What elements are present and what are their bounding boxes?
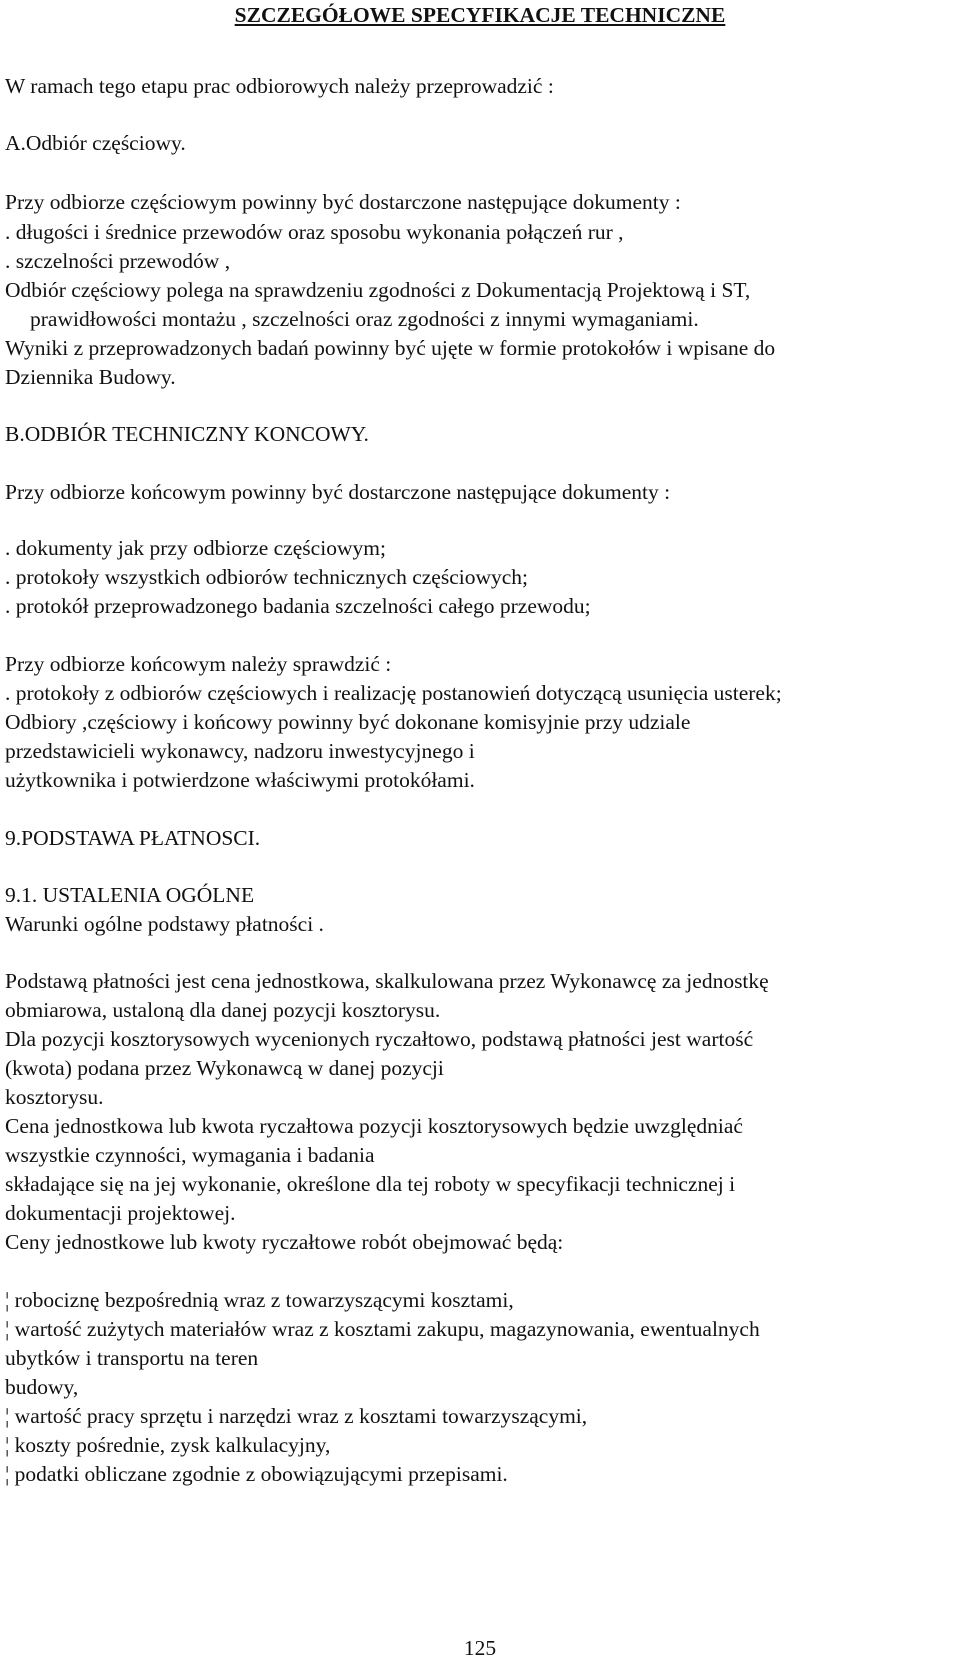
text-line: Odbiór częściowy polega na sprawdzeniu zgodności z Dokumentacją Projektową i ST, [5,278,751,302]
list-item: . długości i średnice przewodów oraz sposobu wykonania połączeń rur , [5,220,624,244]
text-line: Cena jednostkowa lub kwota ryczałtowa pozycji kosztorysowych będzie uwzględniać [5,1114,743,1138]
text-line: budowy, [5,1375,79,1399]
text-line: Podstawą płatności jest cena jednostkowa, skalkulowana przez Wykonawcę za jednostkę [5,969,769,993]
text-line: Dziennika Budowy. [5,365,176,389]
text-line: Przy odbiorze końcowym powinny być dostarczone następujące dokumenty : [5,480,671,504]
text-line: składające się na jej wykonanie, określone dla tej roboty w specyfikacji technicznej i [5,1172,736,1196]
text-line: Wyniki z przeprowadzonych badań powinny być ujęte w formie protokołów i wpisane do [5,336,776,360]
bullet-item: ¦ koszty pośrednie, zysk kalkulacyjny, [5,1433,331,1457]
section-heading: A.Odbiór częściowy. [5,131,186,155]
text-line: prawidłowości montażu , szczelności oraz zgodności z innymi wymaganiami. [30,307,699,331]
text-line: Przy odbiorze końcowym należy sprawdzić : [5,652,392,676]
list-item: . dokumenty jak przy odbiorze częściowym; [5,536,386,560]
page-number: 125 [463,1636,497,1660]
text-line: Ceny jednostkowe lub kwoty ryczałtowe robót obejmować będą: [5,1230,564,1254]
bullet-item: ¦ wartość pracy sprzętu i narzędzi wraz z kosztami towarzyszącymi, [5,1404,588,1428]
text-line: Odbiory ,częściowy i końcowy powinny być dokonane komisyjnie przy udziale [5,710,691,734]
list-item: . protokoły wszystkich odbiorów technicznych częściowych; [5,565,529,589]
section-heading: B.ODBIÓR TECHNICZNY KONCOWY. [5,422,369,446]
bullet-item: ¦ robociznę bezpośrednią wraz z towarzyszącymi kosztami, [5,1288,514,1312]
list-item: . protokół przeprowadzonego badania szczelności całego przewodu; [5,594,591,618]
text-line: Warunki ogólne podstawy płatności . [5,912,324,936]
text-line: użytkownika i potwierdzone właściwymi protokółami. [5,768,475,792]
list-item: . szczelności przewodów , [5,249,231,273]
text-line: W ramach tego etapu prac odbiorowych należy przeprowadzić : [5,74,554,98]
text-line: wszystkie czynności, wymagania i badania [5,1143,375,1167]
document-title: SZCZEGÓŁOWE SPECYFIKACJE TECHNICZNE [234,3,726,27]
section-heading: 9.PODSTAWA PŁATNOSCI. [5,826,261,850]
text-line: Dla pozycji kosztorysowych wycenionych ryczałtowo, podstawą płatności jest wartość [5,1027,754,1051]
text-line: obmiarowa, ustaloną dla danej pozycji kosztorysu. [5,998,441,1022]
subsection-heading: 9.1. USTALENIA OGÓLNE [5,883,255,907]
text-line: Przy odbiorze częściowym powinny być dostarczone następujące dokumenty : [5,190,681,214]
bullet-item: ¦ podatki obliczane zgodnie z obowiązującymi przepisami. [5,1462,508,1486]
text-line: dokumentacji projektowej. [5,1201,236,1225]
text-line: (kwota) podana przez Wykonawcą w danej pozycji [5,1056,444,1080]
list-item: . protokoły z odbiorów częściowych i realizację postanowień dotyczącą usunięcia usterek; [5,681,782,705]
text-line: ubytków i transportu na teren [5,1346,259,1370]
text-line: przedstawicieli wykonawcy, nadzoru inwestycyjnego i [5,739,475,763]
bullet-item: ¦ wartość zużytych materiałów wraz z kosztami zakupu, magazynowania, ewentualnych [5,1317,760,1341]
text-line: kosztorysu. [5,1085,104,1109]
